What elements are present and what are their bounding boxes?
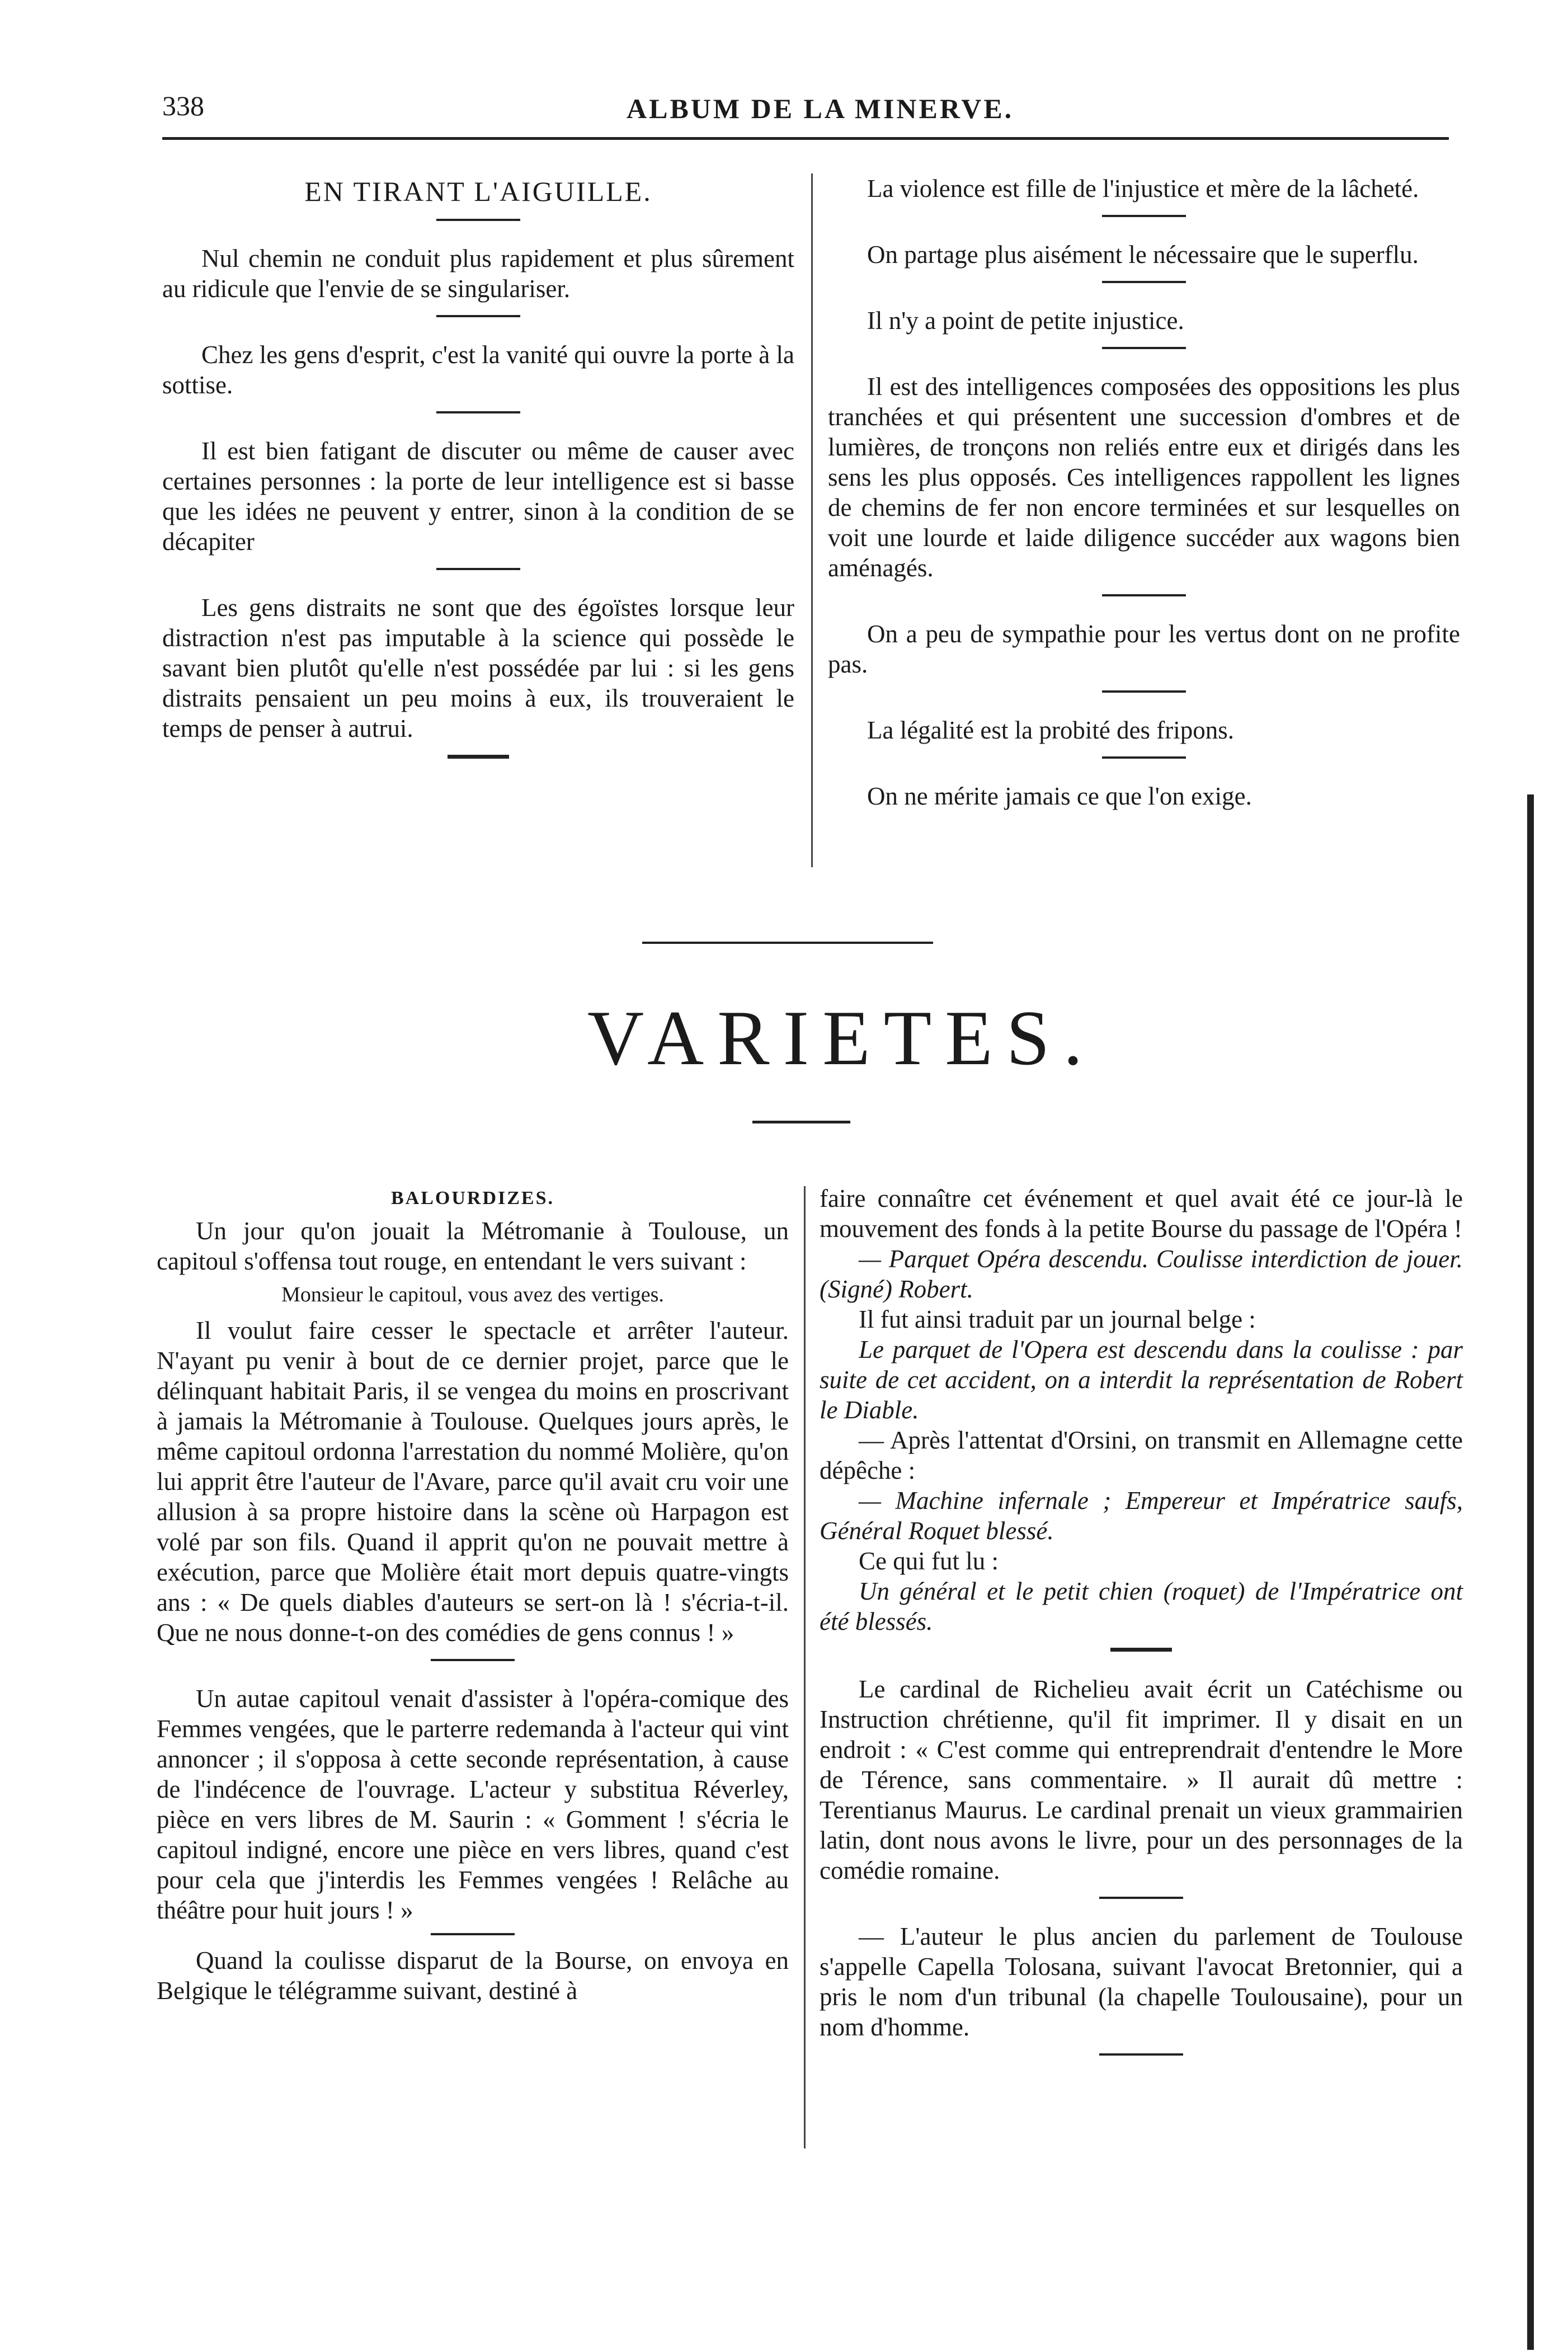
column-divider xyxy=(804,1186,806,2148)
paragraph: Quand la coulisse disparut de la Bourse, on envoya en Belgique le télégramme suivant, destiné à xyxy=(157,1946,789,2005)
page-edge-shadow xyxy=(1527,794,1534,2350)
section-title: EN TIRANT L'AIGUILLE. xyxy=(304,176,652,207)
aphorisms-left-column xyxy=(162,176,794,781)
separator xyxy=(1099,2053,1183,2056)
separator xyxy=(431,1933,515,1935)
heading-underline xyxy=(752,1121,850,1123)
aphorism: La violence est fille de l'injustice et mère de la lâcheté. xyxy=(867,175,1419,203)
paragraph: Il voulut faire cesser le spectacle et arrêter l'auteur. N'ayant pu venir à bout de ce dernier projet, parce que le délinquant habitait Paris, il se vengea du moins en proscrivant à jamais la Métromanie à Toulouse. Quelques jours après, le même capitoul ordonna l'arrestation du nommé Molière, qu'on lui apprit être l'auteur de l'Avare, parce qu'il avait cru voir une allusion à sa propre histoire dans la scène où Harpagon est volé par son fils. Quand il apprit qu'on ne pouvait mettre à exécution, parce que Molière était mort depuis quatre-vingts ans : « De quels diables d'auteurs se sert-on là ! s'écria-t-il. Que ne nous donne-t-on des comédies de gens connus ! » xyxy=(157,1316,789,1647)
separator xyxy=(1102,215,1186,217)
separator xyxy=(1102,594,1186,596)
paragraph: Un général et le petit chien (roquet) de l'Impératrice ont été blessés. xyxy=(820,1577,1463,1635)
aphorism: On partage plus aisément le nécessaire que le superflu. xyxy=(867,241,1419,269)
paragraph: — Parquet Opéra descendu. Coulisse interdiction de jouer. (Signé) Robert. xyxy=(820,1245,1463,1303)
paragraph: Un autae capitoul venait d'assister à l'opéra-comique des Femmes vengées, que le parterre redemanda à l'acteur qui vint annoncer ; il s'opposa à cette seconde représentation, à cause de l'indécence de l'ouvrage. L'acteur y substitua Réverley, pièce en vers libres de M. Saurin : « Gomment ! s'écria le capitoul indigné, encore une pièce en vers libres, quand c'est pour cela que j'interdis les Femmes vengées ! Relâche au théâtre pour huit jours ! » xyxy=(157,1685,789,1924)
aphorism: Il est bien fatigant de discuter ou même de causer avec certaines personnes : la porte de leur intelligence est si basse que les idées ne peuvent y entrer, sinon à la condition de se décapiter xyxy=(162,437,794,556)
aphorism: Chez les gens d'esprit, c'est la vanité qui ouvre la porte à la sottise. xyxy=(162,341,794,399)
aphorism: Il est des intelligences composées des oppositions les plus tranchées et qui présentent une succession d'ombres et de lumières, de tronçons non reliés entre eux et dirigés dans les sens les plus opposés. Ces intelligences rappollent les lignes de chemins de fer non encore terminées et sur lesquelles on voit une lourde et laide diligence succéder aux wagons bien aménagés. xyxy=(828,373,1460,582)
aphorisms-right-column xyxy=(828,173,1460,811)
section-break-rule xyxy=(642,942,933,944)
separator xyxy=(1110,1648,1172,1652)
separator xyxy=(431,1659,515,1661)
varietes-left-column xyxy=(157,1183,789,2006)
aphorism: Nul chemin ne conduit plus rapidement et plus sûrement au ridicule que l'envie de se singulariser. xyxy=(162,244,794,303)
paragraph: Ce qui fut lu : xyxy=(859,1547,999,1575)
separator xyxy=(1102,756,1186,759)
aphorism: On a peu de sympathie pour les vertus dont on ne profite pas. xyxy=(828,620,1460,678)
separator xyxy=(1102,690,1186,693)
separator xyxy=(436,568,520,570)
aphorism: Les gens distraits ne sont que des égoïstes lorsque leur distraction n'est pas imputable à la science qui possède le savant bien plutôt qu'elle n'est possédée par lui : si les gens distraits pensaient un peu moins à eux, ils trouveraient le temps de penser à autrui. xyxy=(162,594,794,742)
paragraph: Le parquet de l'Opera est descendu dans la coulisse : par suite de cet accident, on a interdit la représentation de Robert le Diable. xyxy=(820,1336,1463,1424)
paragraph: — L'auteur le plus ancien du parlement de Toulouse s'appelle Capella Tolosana, suivant l'avocat Bretonnier, qui a pris le nom d'un tribunal (la chapelle Toulousaine), pour un nom d'homme. xyxy=(820,1922,1463,2041)
aphorism: On ne mérite jamais ce que l'on exige. xyxy=(867,782,1252,810)
separator xyxy=(436,411,520,413)
separator xyxy=(1099,1897,1183,1899)
separator xyxy=(1102,347,1186,349)
separator xyxy=(448,755,509,759)
paragraph: — Machine infernale ; Empereur et Impératrice saufs, Général Roquet blessé. xyxy=(820,1487,1463,1545)
paragraph: Il fut ainsi traduit par un journal belge : xyxy=(859,1305,1256,1333)
separator xyxy=(1102,281,1186,283)
page-number: 338 xyxy=(162,90,204,121)
running-title: ALBUM DE LA MINERVE. xyxy=(627,93,1014,124)
subheading: BALOURDIZES. xyxy=(390,1188,554,1209)
quoted-verse: Monsieur le capitoul, vous avez des vertiges. xyxy=(281,1283,664,1306)
paragraph: Un jour qu'on jouait la Métromanie à Toulouse, un capitoul s'offensa tout rouge, en entendant le vers suivant : xyxy=(157,1217,789,1275)
column-divider xyxy=(811,173,813,867)
paragraph: — Après l'attentat d'Orsini, on transmit en Allemagne cette dépêche : xyxy=(820,1426,1463,1484)
paragraph: Le cardinal de Richelieu avait écrit un Catéchisme ou Instruction chrétienne, qu'il fit imprimer. Il y disait en un endroit : « C'est comme qui entreprendrait d'entendre le More de Térence, sans commentaire. » Il aurait dû mettre : Terentianus Maurus. Le cardinal prenait un vieux grammairien latin, dont nous avons le livre, pour un des personnages de la comédie romaine. xyxy=(820,1675,1463,1884)
separator xyxy=(436,315,520,317)
header-rule xyxy=(162,137,1449,140)
varietes-heading: VARIETES. xyxy=(587,995,1096,1082)
separator xyxy=(436,219,520,221)
aphorism: Il n'y a point de petite injustice. xyxy=(867,307,1184,335)
paragraph: faire connaître cet événement et quel avait été ce jour-là le mouvement des fonds à la petite Bourse du passage de l'Opéra ! xyxy=(820,1184,1463,1243)
varietes-right-column xyxy=(820,1183,1463,2078)
aphorism: La légalité est la probité des fripons. xyxy=(867,716,1235,744)
